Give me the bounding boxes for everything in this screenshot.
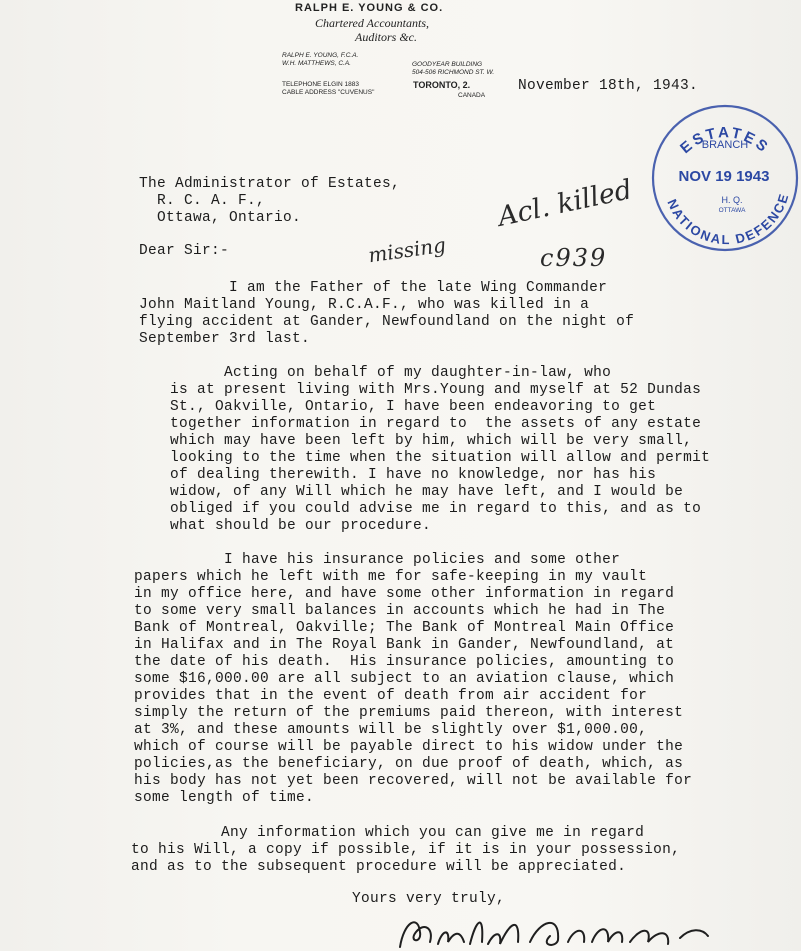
recipient-address: The Administrator of Estates, R. C. A. F., Ottawa, Ontario. bbox=[139, 176, 401, 226]
salutation: Dear Sir:- bbox=[139, 243, 230, 259]
stamp-date: NOV 19 1943 bbox=[678, 168, 770, 185]
handwritten-file-code: c939 bbox=[540, 244, 608, 272]
handwritten-note-missing: missing bbox=[366, 232, 448, 268]
firm-contact bbox=[282, 81, 374, 97]
firm-name: RALPH E. YOUNG & CO. bbox=[295, 2, 444, 14]
stamp-place: H. Q. bbox=[721, 195, 743, 205]
firm-country: CANADA bbox=[458, 92, 486, 99]
firm-building bbox=[412, 61, 494, 77]
building-line-1: GOODYEAR BUILDING bbox=[412, 61, 483, 68]
estates-branch-stamp bbox=[650, 103, 800, 253]
firm-subtitle-accountants: Chartered Accountants, bbox=[315, 16, 429, 30]
letter-date: November 18th, 1943. bbox=[518, 78, 699, 94]
handwritten-note-killed: Acl. killed bbox=[495, 174, 635, 233]
firm-phone: TELEPHONE ELGIN 1883 bbox=[282, 81, 359, 88]
firm-partners bbox=[282, 52, 358, 68]
body-paragraph-3: I have his insurance policies and some other papers which he left with me for safe-keeping in my vault in my office here, and have some other information in regard to some very small balances in accounts which he had in The Bank of Montreal, Oakville; The Bank of Montreal Main Office in Halifax and in The Royal Bank in Gander, Newfoundland, at the date of his death. His insurance policies, amounting to some $16,000.00 are all subject to an aviation clause, which provides that in the event of death from air accident for simply the return of the premiums paid thereon, with interest at 3%, and these amounts will be slightly over $1,000.00, which of course will be payable direct to his widow under the policies,as the beneficiary, on due proof of death, which, as his body has not yet been recovered, will not be available for some length of time. bbox=[134, 552, 693, 806]
stamp-bottom-text: NATIONAL DEFENCE bbox=[664, 190, 792, 248]
firm-subtitle-auditors: Auditors &c. bbox=[355, 30, 417, 44]
partner-1: RALPH E. YOUNG, F.C.A. bbox=[282, 52, 359, 59]
body-paragraph-2: Acting on behalf of my daughter-in-law, who is at present living with Mrs.Young and myself at 52 Dundas St., Oakville, Ontario, I have been endeavoring to get together information in regard to the assets of any estate which may have been left by him, which will be very small, looking to the time when the situation will allow and permit of dealing therewith. I have no knowledge, nor has his widow, of any Will which he may have left, and I would be obliged if you could advise me in regard to this, and as to what should be our procedure. bbox=[170, 365, 711, 534]
closing: Yours very truly, bbox=[352, 891, 506, 907]
body-paragraph-4: Any information which you can give me in regard to his Will, a copy if possible, if it is in your possession, and as to the subsequent procedure will be appreciated. bbox=[131, 825, 681, 875]
partner-2: W.H. MATTHEWS, C.A. bbox=[282, 60, 351, 67]
stamp-branch: BRANCH bbox=[701, 139, 749, 151]
building-line-2: 504-506 RICHMOND ST. W. bbox=[412, 69, 495, 76]
stamp-top-text: ESTATES bbox=[677, 124, 773, 158]
firm-city: TORONTO, 2. bbox=[413, 80, 471, 90]
body-paragraph-1: I am the Father of the late Wing Commander John Maitland Young, R.C.A.F., who was killed in a flying accident at Gander, Newfoundland on the night of September 3rd last. bbox=[139, 280, 635, 347]
stamp-city: OTTAWA bbox=[718, 207, 746, 214]
handwritten-signature bbox=[390, 902, 730, 951]
firm-cable: CABLE ADDRESS "CUVENUS" bbox=[282, 89, 375, 96]
